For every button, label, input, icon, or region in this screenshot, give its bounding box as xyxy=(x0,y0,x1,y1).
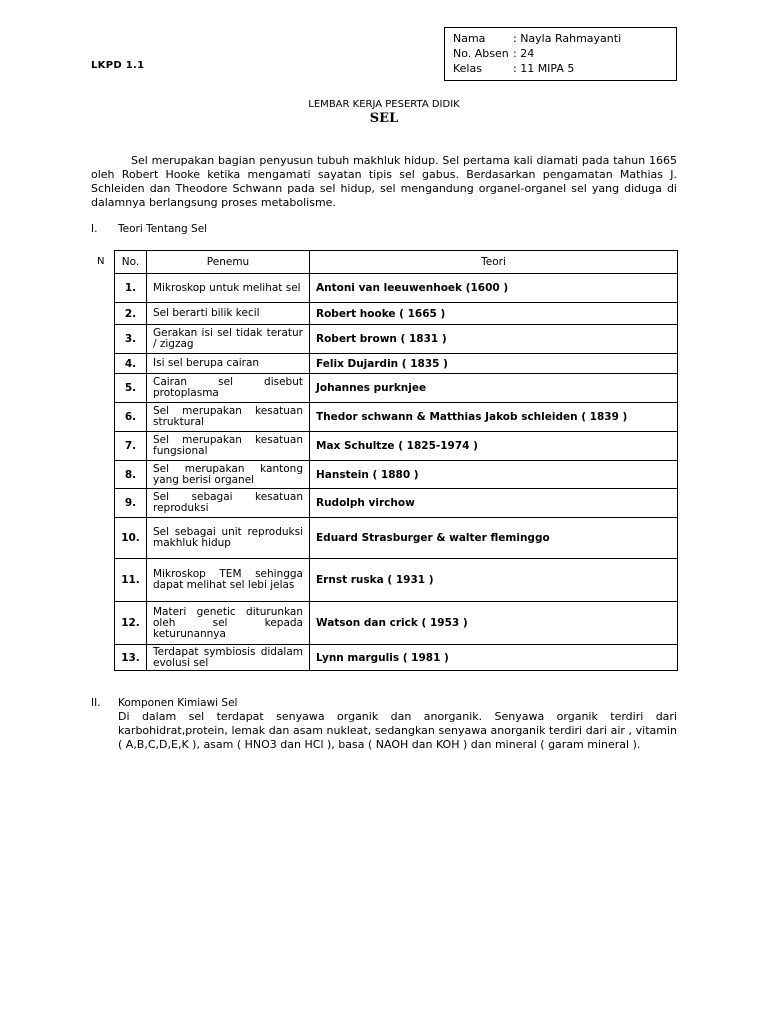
table-row xyxy=(115,303,678,325)
identity-value: : Nayla Rahmayanti xyxy=(513,32,622,45)
table-row xyxy=(115,325,678,354)
row-penemu: Sel sebagai kesatuan reproduksi xyxy=(147,489,310,518)
table-row xyxy=(115,602,678,645)
table-row xyxy=(115,461,678,489)
student-identity-box xyxy=(444,27,677,81)
section-title: Komponen Kimiawi Sel xyxy=(118,697,238,709)
section-2-body: Di dalam sel terdapat senyawa organik dan anorganik. Senyawa organik terdiri dari karbohidrat,protein, lemak dan asam nukleat, sedangkan senyawa anorganik terdiri dari air , vitamin ( A,B,C,D,E,K ), asam ( HNO3 dan HCl ), basa ( NAOH dan KOH ) dan mineral ( garam mineral ). xyxy=(118,710,677,751)
row-penemu: Sel merupakan kantong yang berisi organel xyxy=(147,461,310,489)
row-teori: Johannes purknjee xyxy=(310,374,678,403)
row-teori: Eduard Strasburger & walter fleminggo xyxy=(310,518,678,559)
row-number: 5. xyxy=(115,374,147,403)
row-penemu: Sel berarti bilik kecil xyxy=(147,303,310,325)
table-header-row xyxy=(115,251,678,274)
row-penemu: Terdapat symbiosis didalam evolusi sel xyxy=(147,645,310,671)
row-number: 2. xyxy=(115,303,147,325)
row-teori: Watson dan crick ( 1953 ) xyxy=(310,602,678,645)
row-penemu: Mikroskop TEM sehingga dapat melihat sel lebi jelas xyxy=(147,559,310,602)
theory-table xyxy=(114,250,678,671)
row-teori: Hanstein ( 1880 ) xyxy=(310,461,678,489)
identity-label: No. Absen xyxy=(453,47,509,60)
identity-row-name xyxy=(453,31,676,46)
table-row xyxy=(115,374,678,403)
row-teori: Ernst ruska ( 1931 ) xyxy=(310,559,678,602)
row-teori: Thedor schwann & Matthias Jakob schleiden ( 1839 ) xyxy=(310,403,678,432)
intro-paragraph xyxy=(91,154,677,210)
table-row xyxy=(115,274,678,303)
row-teori: Antoni van leeuwenhoek (1600 ) xyxy=(310,274,678,303)
table-row xyxy=(115,645,678,671)
row-number: 4. xyxy=(115,354,147,374)
table-row xyxy=(115,489,678,518)
row-teori: Felix Dujardin ( 1835 ) xyxy=(310,354,678,374)
section-title: Teori Tentang Sel xyxy=(118,223,208,235)
row-penemu: Sel sebagai unit reproduksi makhluk hidup xyxy=(147,518,310,559)
row-number: 9. xyxy=(115,489,147,518)
row-penemu: Sel merupakan kesatuan fungsional xyxy=(147,432,310,461)
row-teori: Rudolph virchow xyxy=(310,489,678,518)
row-number: 11. xyxy=(115,559,147,602)
stray-letter: N xyxy=(97,256,105,267)
header-penemu: Penemu xyxy=(147,251,310,274)
row-teori: Lynn margulis ( 1981 ) xyxy=(310,645,678,671)
identity-label: Kelas xyxy=(453,62,482,75)
identity-label: Nama xyxy=(453,32,486,45)
section-number: I. xyxy=(91,223,98,235)
row-penemu: Gerakan isi sel tidak teratur / zigzag xyxy=(147,325,310,354)
section-number: II. xyxy=(91,697,101,709)
row-penemu: Mikroskop untuk melihat sel xyxy=(147,274,310,303)
identity-value: : 11 MIPA 5 xyxy=(513,62,575,75)
row-penemu: Isi sel berupa cairan xyxy=(147,354,310,374)
document-subtitle: SEL xyxy=(369,111,399,126)
identity-row-class xyxy=(453,61,676,76)
row-number: 3. xyxy=(115,325,147,354)
row-number: 1. xyxy=(115,274,147,303)
row-number: 6. xyxy=(115,403,147,432)
row-number: 12. xyxy=(115,602,147,645)
table-row xyxy=(115,354,678,374)
table-row xyxy=(115,432,678,461)
row-teori: Robert hooke ( 1665 ) xyxy=(310,303,678,325)
row-number: 8. xyxy=(115,461,147,489)
row-teori: Robert brown ( 1831 ) xyxy=(310,325,678,354)
identity-value: : 24 xyxy=(513,47,535,60)
row-penemu: Sel merupakan kesatuan struktural xyxy=(147,403,310,432)
identity-row-number xyxy=(453,46,676,61)
row-penemu: Cairan sel disebut protoplasma xyxy=(147,374,310,403)
header-teori: Teori xyxy=(310,251,678,274)
row-number: 13. xyxy=(115,645,147,671)
header-no: No. xyxy=(115,251,147,274)
table-row xyxy=(115,403,678,432)
row-teori: Max Schultze ( 1825-1974 ) xyxy=(310,432,678,461)
intro-text: Sel merupakan bagian penyusun tubuh makhluk hidup. Sel pertama kali diamati pada tahun 1665 oleh Robert Hooke ketika mengamati sayatan tipis sel gabus. Berdasarkan pengamatan Mathias J. Schleiden dan Theodore Schwann pada sel hidup, sel mengandung organel-organel sel yang diduga di dalamnya berlangsung proses metabolisme. xyxy=(91,154,677,209)
table-row xyxy=(115,559,678,602)
table-row xyxy=(115,518,678,559)
row-number: 7. xyxy=(115,432,147,461)
row-penemu: Materi genetic diturunkan oleh sel kepada keturunannya xyxy=(147,602,310,645)
section-2-heading xyxy=(91,697,237,709)
section-1-heading xyxy=(91,223,207,235)
document-title: LEMBAR KERJA PESERTA DIDIK xyxy=(308,99,460,110)
lkpd-label: LKPD 1.1 xyxy=(91,60,145,71)
row-number: 10. xyxy=(115,518,147,559)
